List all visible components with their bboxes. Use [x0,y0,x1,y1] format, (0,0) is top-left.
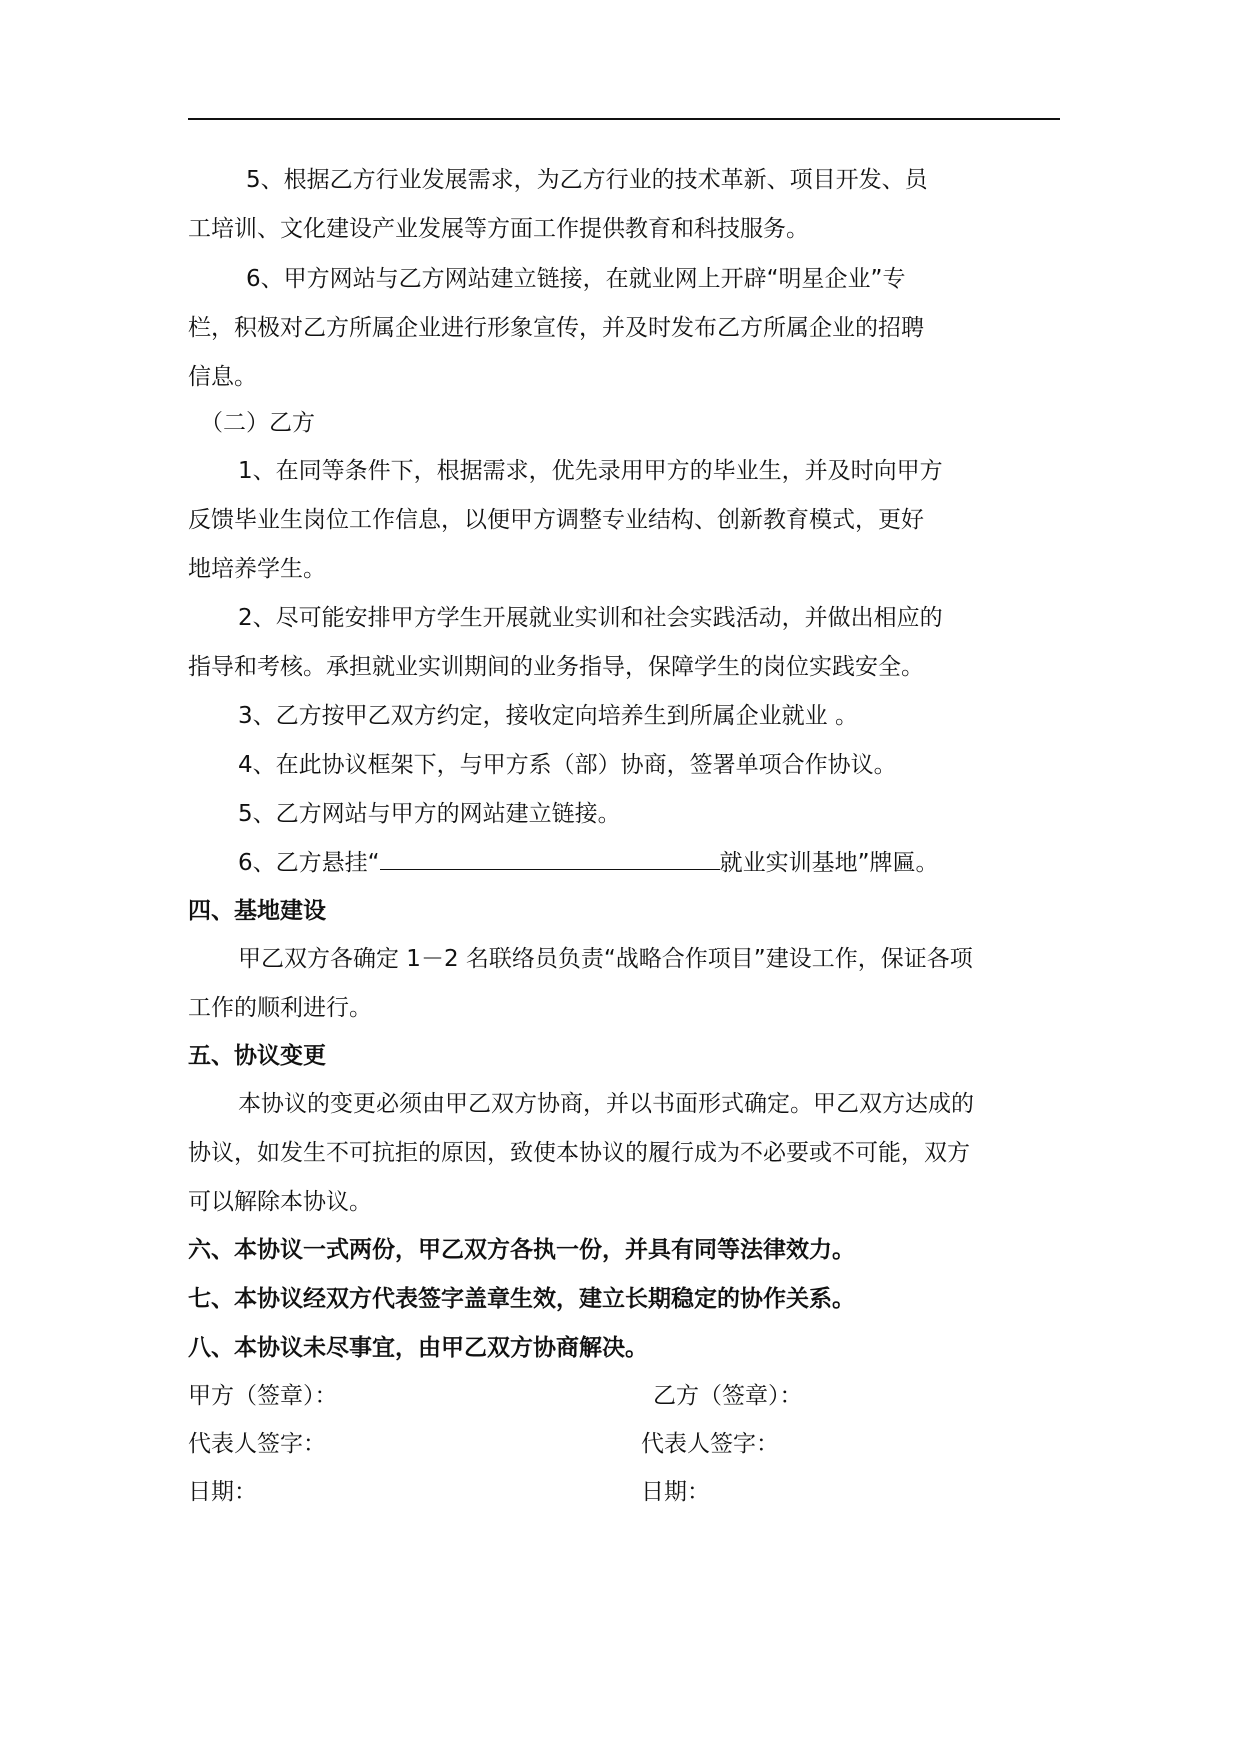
party-a-item-5-line-1: 5、根据乙方行业发展需求，为乙方行业的技术革新、项目开发、员 [246,167,928,193]
party-a-item-6-line-1: 6、甲方网站与乙方网站建立链接，在就业网上开辟“明星企业”专 [246,266,906,292]
section-7: 七、本协议经双方代表签字盖章生效，建立长期稳定的协作关系。 [188,1286,855,1312]
section-4-line-2: 工作的顺利进行。 [188,995,372,1021]
section-5-line-1: 本协议的变更必须由甲乙双方协商，并以书面形式确定。甲乙双方达成的 [238,1091,974,1117]
party-b-item-6 [238,848,938,878]
party-b-item-6-prefix: 6、乙方悬挂“ [238,850,380,876]
party-a-item-5-line-2: 工培训、文化建设产业发展等方面工作提供教育和科技服务。 [188,216,809,242]
party-b-representative-label: 代表人签字： [641,1431,779,1457]
party-b-item-4: 4、在此协议框架下，与甲方系（部）协商，签署单项合作协议。 [238,752,897,778]
section-4-line-1: 甲乙双方各确定 1－2 名联络员负责“战略合作项目”建设工作，保证各项 [238,946,973,972]
section-6: 六、本协议一式两份，甲乙双方各执一份，并具有同等法律效力。 [188,1237,855,1263]
section-5-line-3: 可以解除本协议。 [188,1189,372,1215]
party-b-heading: （二）乙方 [200,410,315,436]
base-name-blank [380,849,720,870]
party-b-item-1-line-2: 反馈毕业生岗位工作信息，以便甲方调整专业结构、创新教育模式，更好 [188,507,924,533]
party-a-seal-label: 甲方（签章）： [188,1383,338,1409]
party-b-item-2-line-1: 2、尽可能安排甲方学生开展就业实训和社会实践活动，并做出相应的 [238,605,943,631]
party-a-item-6-line-2: 栏，积极对乙方所属企业进行形象宣传，并及时发布乙方所属企业的招聘 [188,315,924,341]
party-b-item-6-suffix: 就业实训基地”牌匾。 [719,850,939,876]
party-b-date-label: 日期： [641,1479,710,1505]
section-4-heading: 四、基地建设 [188,898,326,924]
party-b-item-1-line-3: 地培养学生。 [188,556,326,582]
party-a-item-6-line-3: 信息。 [188,364,257,390]
header-rule [188,118,1060,120]
party-b-seal-label: 乙方（签章）： [653,1383,803,1409]
party-b-item-1-line-1: 1、在同等条件下，根据需求，优先录用甲方的毕业生，并及时向甲方 [238,458,943,484]
section-5-line-2: 协议，如发生不可抗拒的原因，致使本协议的履行成为不必要或不可能，双方 [188,1140,970,1166]
party-b-item-2-line-2: 指导和考核。承担就业实训期间的业务指导，保障学生的岗位实践安全。 [188,654,924,680]
party-a-date-label: 日期： [188,1479,257,1505]
party-a-representative-label: 代表人签字： [188,1431,326,1457]
section-8: 八、本协议未尽事宜，由甲乙双方协商解决。 [188,1335,648,1361]
party-b-item-3: 3、乙方按甲乙双方约定，接收定向培养生到所属企业就业 。 [238,703,858,729]
party-b-item-5: 5、乙方网站与甲方的网站建立链接。 [238,801,621,827]
section-5-heading: 五、协议变更 [188,1043,326,1069]
